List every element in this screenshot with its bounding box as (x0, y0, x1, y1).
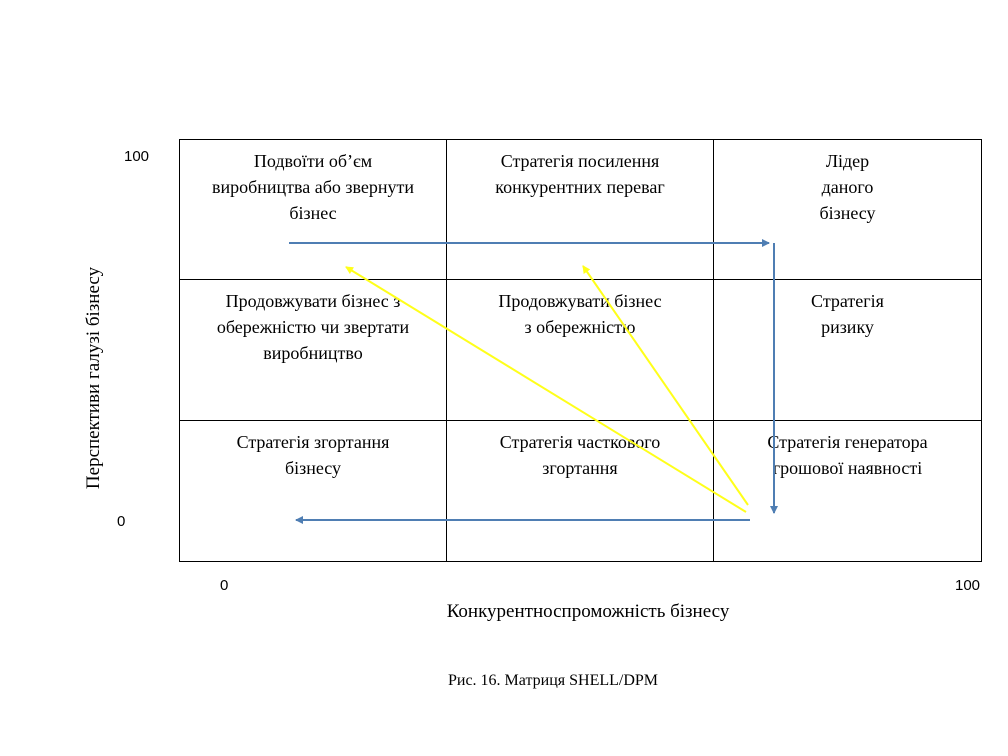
x-axis-min-label: 0 (220, 577, 229, 594)
cell-divestment: Стратегія згортання бізнесу (180, 421, 447, 561)
cell-continue-cautiously: Продовжувати бізнес з обережністю (447, 280, 714, 420)
y-axis-min-label: 0 (117, 513, 126, 530)
cell-continue-or-reduce: Продовжувати бізнес з обережністю чи звертати виробництво (180, 280, 447, 420)
y-axis-max-label: 100 (124, 148, 150, 165)
cell-business-leader: Лідер даного бізнесу (714, 140, 981, 280)
figure-caption: Рис. 16. Матриця SHELL/DPM (447, 672, 659, 689)
x-axis-title: Конкурентноспроможність бізнесу (446, 601, 730, 622)
cell-risk-strategy: Стратегія ризику (714, 280, 981, 420)
cell-partial-divestment: Стратегія часткового згортання (447, 421, 714, 561)
arrow-diagonal-left (346, 267, 746, 512)
y-axis-title: Перспективи галузі бізнесу (83, 266, 104, 490)
cell-competitive-advantage: Стратегія посилення конкурентних переваг (447, 140, 714, 280)
cell-cash-generator: Стратегія генератора грошової наявності (767, 431, 928, 478)
x-axis-max-label: 100 (955, 577, 981, 594)
cell-double-production: Подвоїти об’єм виробництва або звернути бізнес (180, 140, 447, 280)
arrow-diagonal-middle (583, 266, 748, 505)
